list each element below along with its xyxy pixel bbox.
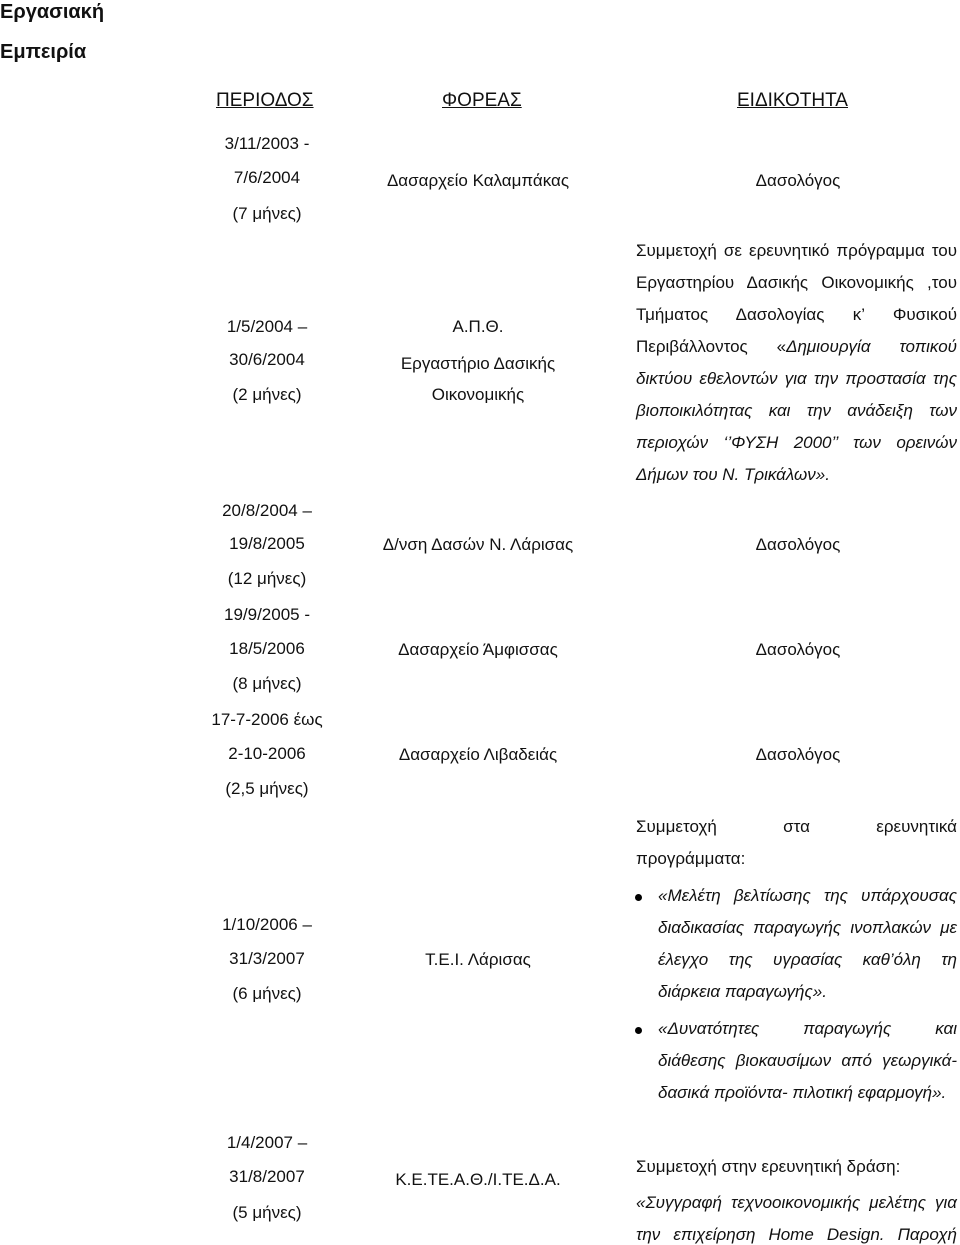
specialty-line: Συμμετοχή σε ερευνητικό πρόγραμμα του bbox=[636, 241, 957, 260]
project-line: έλεγχο της υγρασίας καθ’όλη τη bbox=[658, 950, 957, 969]
specialty-text: Δασολόγος bbox=[755, 535, 841, 554]
specialty-line: «Συγγραφή τεχνοοικονομικής μελέτης για bbox=[636, 1193, 957, 1212]
project-line: διάθεσης βιοκαυσίμων από γεωργικά- bbox=[658, 1051, 957, 1070]
bullet-icon bbox=[635, 894, 642, 901]
project-title-part: Δημιουργία τοπικού bbox=[786, 337, 957, 356]
period-duration: (7 μήνες) bbox=[232, 204, 302, 223]
period-end: 31/3/2007 bbox=[229, 949, 305, 968]
project-line: διαδικασίας παραγωγής ινοπλακών με bbox=[658, 918, 957, 937]
period-duration: (2 μήνες) bbox=[232, 385, 302, 404]
employer-dept-line1: Εργαστήριο Δασικής bbox=[400, 354, 556, 373]
specialty-line: περιοχών ‘’ΦΥΣΗ 2000’’ των ορεινών bbox=[636, 433, 957, 452]
project-line: «Δυνατότητες παραγωγής και bbox=[658, 1019, 957, 1038]
specialty-line: Συμμετοχή στα ερευνητικά bbox=[636, 817, 957, 836]
period-duration: (5 μήνες) bbox=[232, 1203, 302, 1222]
employer-name: Κ.Ε.ΤΕ.Α.Θ./Ι.ΤΕ.Δ.Α. bbox=[395, 1170, 561, 1189]
specialty-line: προγράμματα: bbox=[636, 849, 746, 868]
specialty-text: Δασολόγος bbox=[755, 745, 841, 764]
period-end: 2-10-2006 bbox=[228, 744, 306, 763]
period-start: 1/5/2004 – bbox=[226, 317, 308, 336]
project-line: διάρκεια παραγωγής». bbox=[658, 982, 827, 1001]
bullet-icon bbox=[635, 1027, 642, 1034]
period-end: 30/6/2004 bbox=[229, 350, 305, 369]
specialty-line: βιοποικιλότητας και την ανάδειξη των bbox=[636, 401, 957, 420]
specialty-text: Δασολόγος bbox=[755, 171, 841, 190]
period-start: 19/9/2005 - bbox=[223, 605, 310, 624]
column-header-specialty: ΕΙΔΙΚΟΤΗΤΑ bbox=[737, 90, 848, 111]
specialty-line bbox=[636, 338, 957, 355]
period-end: 31/8/2007 bbox=[229, 1167, 305, 1186]
period-end: 7/6/2004 bbox=[233, 168, 301, 187]
column-header-employer: ΦΟΡΕΑΣ bbox=[442, 90, 522, 111]
specialty-line: την επιχείρηση Home Design. Παροχή bbox=[636, 1225, 957, 1244]
period-duration: (8 μήνες) bbox=[232, 674, 302, 693]
specialty-text: Δασολόγος bbox=[755, 640, 841, 659]
employer-name: Δασαρχείο Λιβαδειάς bbox=[398, 745, 558, 764]
employer-name: Δ/νση Δασών Ν. Λάρισας bbox=[382, 535, 574, 554]
section-heading-line2: Εμπειρία bbox=[0, 41, 87, 63]
employer-name: Τ.Ε.Ι. Λάρισας bbox=[425, 950, 531, 969]
period-end: 18/5/2006 bbox=[229, 639, 305, 658]
specialty-line: Εργαστηρίου Δασικής Οικονομικής ,του bbox=[636, 273, 957, 292]
employer-dept-line2: Οικονομικής bbox=[431, 385, 525, 404]
employer-name: Α.Π.Θ. bbox=[452, 317, 504, 336]
period-duration: (2,5 μήνες) bbox=[225, 779, 309, 798]
project-line: «Μελέτη βελτίωσης της υπάρχουσας bbox=[658, 886, 957, 905]
period-duration: (12 μήνες) bbox=[227, 569, 307, 588]
period-start: 1/10/2006 – bbox=[222, 915, 312, 934]
specialty-line: δικτύου εθελοντών για την προστασία της bbox=[636, 369, 957, 388]
period-start: 3/11/2003 - bbox=[224, 134, 310, 153]
period-start: 1/4/2007 – bbox=[226, 1133, 308, 1152]
employer-name: Δασαρχείο Καλαμπάκας bbox=[386, 171, 570, 190]
specialty-line: Τμήματος Δασολογίας κ’ Φυσικού bbox=[636, 305, 957, 324]
period-duration: (6 μήνες) bbox=[232, 984, 302, 1003]
specialty-line-part: Περιβάλλοντος « bbox=[636, 337, 787, 356]
column-header-period: ΠΕΡΙΟΔΟΣ bbox=[216, 90, 314, 111]
period-end: 19/8/2005 bbox=[229, 534, 305, 553]
period-start: 17-7-2006 έως bbox=[211, 710, 323, 729]
project-line: δασικά προϊόντα- πιλοτική εφαρμογή». bbox=[658, 1083, 947, 1102]
specialty-line: Συμμετοχή στην ερευνητική δράση: bbox=[636, 1157, 901, 1176]
employer-name: Δασαρχείο Άμφισσας bbox=[398, 640, 558, 659]
period-start: 20/8/2004 – bbox=[222, 501, 312, 520]
section-heading-line1: Εργασιακή bbox=[0, 1, 105, 23]
specialty-line: Δήμων του Ν. Τρικάλων». bbox=[636, 465, 830, 484]
